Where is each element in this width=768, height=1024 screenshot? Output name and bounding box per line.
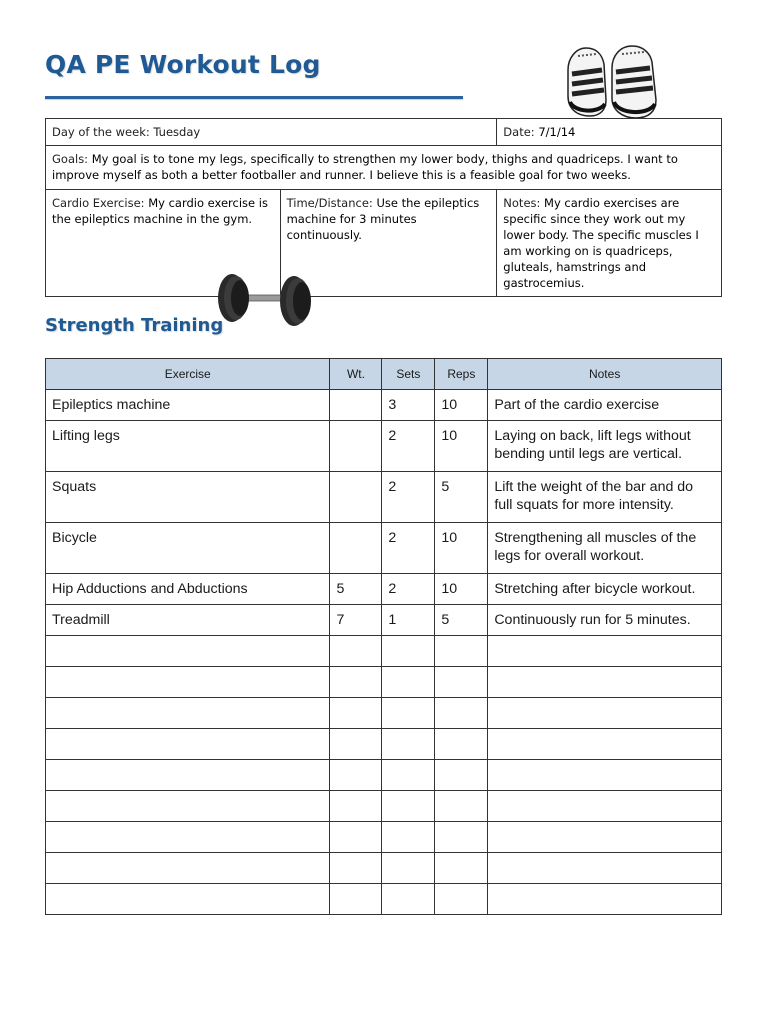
- reps-cell: 10: [435, 390, 488, 421]
- empty-cell: [330, 698, 382, 729]
- empty-cell: [330, 822, 382, 853]
- table-row: [46, 574, 722, 605]
- sets-cell: 3: [382, 390, 435, 421]
- empty-cell: [46, 760, 330, 791]
- goals-label: Goals:: [52, 152, 89, 166]
- empty-cell: [382, 822, 435, 853]
- notes-cell: Part of the cardio exercise: [488, 390, 722, 421]
- page-title: QA PE Workout Log: [45, 50, 321, 79]
- exercise-cell: Squats: [46, 472, 330, 523]
- day-of-week-cell: [46, 119, 497, 146]
- empty-cell: [46, 884, 330, 915]
- empty-cell: [488, 760, 722, 791]
- goals-row: [46, 146, 722, 190]
- empty-cell: [435, 853, 488, 884]
- cardio-value: My cardio exercise is the epileptics machine in the gym.: [52, 196, 268, 226]
- exercise-cell: Bicycle: [46, 523, 330, 574]
- cardio-label: Cardio Exercise:: [52, 196, 145, 210]
- weight-cell: [330, 390, 382, 421]
- cardio-row: [46, 190, 722, 297]
- sets-cell: 2: [382, 472, 435, 523]
- section-title: Strength Training: [45, 315, 224, 336]
- empty-cell: [488, 822, 722, 853]
- empty-cell: [435, 636, 488, 667]
- time-value: Use the epileptics machine for 3 minutes continuously.: [286, 196, 480, 242]
- empty-cell: [46, 698, 330, 729]
- weight-cell: 7: [330, 605, 382, 636]
- running-shoes-icon: [562, 40, 662, 122]
- reps-cell: 5: [435, 472, 488, 523]
- empty-cell: [435, 729, 488, 760]
- date-label: Date:: [503, 125, 535, 139]
- empty-cell: [382, 791, 435, 822]
- table-row: [46, 472, 722, 523]
- col-notes: Notes: [488, 359, 722, 390]
- empty-cell: [330, 760, 382, 791]
- time-label: Time/Distance:: [286, 196, 373, 210]
- goals-value: My goal is to tone my legs, specifically to strengthen my lower body, thighs and quadriceps. I want to improve myself as both a better footballer and runner. I believe this is a feasible goal for two weeks.: [52, 152, 678, 182]
- empty-table-row: [46, 822, 722, 853]
- empty-cell: [488, 853, 722, 884]
- empty-cell: [488, 729, 722, 760]
- sets-cell: 2: [382, 523, 435, 574]
- dumbbell-icon: [214, 270, 316, 330]
- notes-cell: Lift the weight of the bar and do full squats for more intensity.: [488, 472, 722, 523]
- empty-cell: [330, 729, 382, 760]
- empty-cell: [382, 853, 435, 884]
- empty-table-row: [46, 729, 722, 760]
- reps-cell: 10: [435, 421, 488, 472]
- notes-value: My cardio exercises are specific since they work out my lower body. The specific muscles I am working on is quadriceps, gluteals, hamstrings and gastrocemius.: [503, 196, 699, 290]
- table-body: [46, 390, 722, 915]
- table-row: [46, 390, 722, 421]
- empty-cell: [435, 698, 488, 729]
- weight-cell: [330, 472, 382, 523]
- empty-cell: [435, 791, 488, 822]
- col-weight: Wt.: [330, 359, 382, 390]
- empty-cell: [46, 822, 330, 853]
- notes-cell: Continuously run for 5 minutes.: [488, 605, 722, 636]
- empty-cell: [435, 884, 488, 915]
- weight-cell: 5: [330, 574, 382, 605]
- empty-cell: [435, 667, 488, 698]
- day-label: Day of the week:: [52, 125, 150, 139]
- workout-info-table: [45, 118, 722, 297]
- empty-cell: [382, 698, 435, 729]
- empty-cell: [382, 884, 435, 915]
- col-exercise: Exercise: [46, 359, 330, 390]
- exercise-cell: Epileptics machine: [46, 390, 330, 421]
- notes-label: Notes:: [503, 196, 541, 210]
- notes-cell: Laying on back, lift legs without bending until legs are vertical.: [488, 421, 722, 472]
- exercise-cell: Lifting legs: [46, 421, 330, 472]
- empty-cell: [435, 822, 488, 853]
- empty-cell: [330, 636, 382, 667]
- empty-table-row: [46, 884, 722, 915]
- empty-cell: [382, 636, 435, 667]
- table-row: [46, 421, 722, 472]
- day-value: Tuesday: [153, 125, 201, 139]
- empty-cell: [488, 884, 722, 915]
- goals-cell: [46, 146, 722, 190]
- table-row: [46, 605, 722, 636]
- reps-cell: 10: [435, 523, 488, 574]
- empty-table-row: [46, 698, 722, 729]
- empty-cell: [382, 667, 435, 698]
- table-row: [46, 523, 722, 574]
- empty-cell: [330, 791, 382, 822]
- reps-cell: 10: [435, 574, 488, 605]
- empty-cell: [382, 760, 435, 791]
- sets-cell: 1: [382, 605, 435, 636]
- notes-cell: Stretching after bicycle workout.: [488, 574, 722, 605]
- empty-cell: [330, 884, 382, 915]
- date-value: 7/1/14: [538, 125, 576, 139]
- empty-table-row: [46, 791, 722, 822]
- title-underline: [45, 96, 463, 99]
- empty-cell: [46, 729, 330, 760]
- empty-table-row: [46, 853, 722, 884]
- sets-cell: 2: [382, 421, 435, 472]
- empty-cell: [46, 791, 330, 822]
- weight-cell: [330, 523, 382, 574]
- empty-cell: [488, 698, 722, 729]
- empty-cell: [46, 636, 330, 667]
- empty-cell: [488, 791, 722, 822]
- reps-cell: 5: [435, 605, 488, 636]
- sets-cell: 2: [382, 574, 435, 605]
- day-date-row: [46, 119, 722, 146]
- col-sets: Sets: [382, 359, 435, 390]
- weight-cell: [330, 421, 382, 472]
- empty-cell: [488, 636, 722, 667]
- empty-table-row: [46, 667, 722, 698]
- empty-cell: [382, 729, 435, 760]
- strength-training-table: [45, 358, 722, 915]
- empty-cell: [330, 667, 382, 698]
- empty-cell: [330, 853, 382, 884]
- table-header-row: [46, 359, 722, 390]
- exercise-cell: Treadmill: [46, 605, 330, 636]
- date-cell: [497, 119, 722, 146]
- empty-cell: [46, 667, 330, 698]
- empty-cell: [435, 760, 488, 791]
- cardio-notes-cell: [497, 190, 722, 297]
- exercise-cell: Hip Adductions and Abductions: [46, 574, 330, 605]
- empty-cell: [46, 853, 330, 884]
- empty-cell: [488, 667, 722, 698]
- notes-cell: Strengthening all muscles of the legs for overall workout.: [488, 523, 722, 574]
- empty-table-row: [46, 636, 722, 667]
- empty-table-row: [46, 760, 722, 791]
- col-reps: Reps: [435, 359, 488, 390]
